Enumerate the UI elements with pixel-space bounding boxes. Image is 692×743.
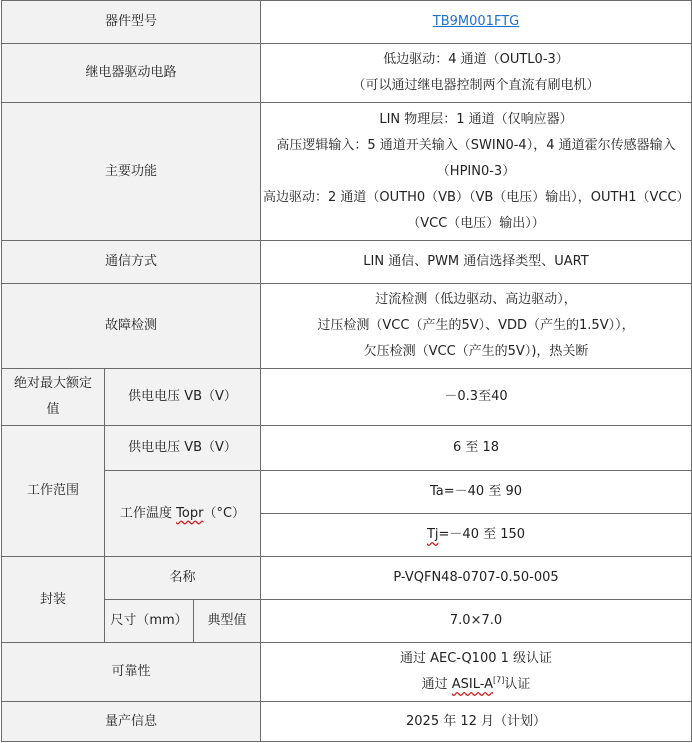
row-package-size [2, 600, 692, 643]
reliability-suffix: 认证 [504, 677, 531, 692]
part-number-cell [261, 1, 692, 44]
main-functions-line-2: 高压逻辑输入：5 通道开关输入（SWIN0-4），4 通道霍尔传感器输入 [276, 137, 676, 153]
abs-max-label [2, 369, 105, 426]
part-number-link[interactable]: TB9M001FTG [432, 14, 520, 29]
abs-max-label-line-2: 值 [46, 402, 60, 417]
package-typ-label: 典型值 [194, 600, 261, 643]
row-mass-production [2, 702, 692, 742]
mass-production-label: 量产信息 [2, 702, 261, 742]
reliability-prefix: 通过 [421, 677, 452, 692]
main-functions-label: 主要功能 [2, 103, 261, 241]
main-functions-value [261, 103, 692, 241]
part-number-label: 器件型号 [2, 1, 261, 44]
row-package-name [2, 557, 692, 600]
fault-detection-line-2: 过压检测（VCC（产生的5V）、VDD（产生的1.5V））， [317, 318, 635, 333]
fault-detection-line-3: 欠压检测（VCC（产生的5V）)，热关断 [363, 344, 589, 359]
communication-value: LIN 通信、PWM 通信选择类型、UART [261, 241, 692, 284]
mass-production-value: 2025 年 12 月（计划） [261, 702, 692, 742]
relay-driver-line-1: 低边驱动：4 通道（OUTL0-3） [383, 52, 569, 67]
abs-max-value: －0.3至40 [261, 369, 692, 426]
communication-label: 通信方式 [2, 241, 261, 284]
operating-tj-value [261, 514, 692, 557]
operating-temp-symbol: Topr [176, 505, 204, 521]
reliability-line-1: 通过 AEC-Q100 1 级认证 [399, 651, 553, 666]
row-part-number [2, 1, 692, 44]
row-abs-max [2, 369, 692, 426]
operating-temp-prefix: 工作温度 [120, 505, 177, 521]
asil-text: ASIL-A [451, 677, 494, 692]
reliability-value [261, 643, 692, 702]
operating-temp-unit: （°C） [203, 505, 246, 521]
row-main-functions [2, 103, 692, 241]
fault-detection-value [261, 284, 692, 369]
relay-driver-line-2: （可以通过继电器控制两个直流有刷电机） [352, 78, 600, 93]
reliability-line-2 [263, 672, 689, 698]
relay-driver-label: 继电器驱动电路 [2, 44, 261, 103]
row-operating-ta [2, 471, 692, 514]
main-functions-line-5: （VCC（电压）输出）） [407, 215, 545, 231]
package-size-value: 7.0×7.0 [261, 600, 692, 643]
abs-max-sub-label: 供电电压 VB（V） [105, 369, 261, 426]
asil-footnote: [7] [493, 675, 505, 685]
operating-supply-value: 6 至 18 [261, 426, 692, 471]
reliability-label: 可靠性 [2, 643, 261, 702]
abs-max-label-line-1: 绝对最大额定 [13, 376, 92, 391]
operating-temp-label [105, 471, 261, 557]
row-fault-detection [2, 284, 692, 369]
row-relay-driver [2, 44, 692, 103]
package-label: 封装 [2, 557, 105, 643]
row-communication [2, 241, 692, 284]
operating-supply-label: 供电电压 VB（V） [105, 426, 261, 471]
operating-tj-range: =－40 至 150 [438, 527, 526, 542]
row-operating-supply [2, 426, 692, 471]
operating-ta-value: Ta=－40 至 90 [261, 471, 692, 514]
spec-table [1, 0, 692, 742]
main-functions-line-3: （HPIN0-3） [436, 163, 516, 179]
package-name-label: 名称 [105, 557, 261, 600]
relay-driver-value [261, 44, 692, 103]
main-functions-line-1: LIN 物理层：1 通道（仅响应器） [379, 111, 573, 127]
operating-range-label: 工作范围 [2, 426, 105, 557]
package-size-label: 尺寸（mm） [105, 600, 194, 643]
fault-detection-label: 故障检测 [2, 284, 261, 369]
package-name-value: P-VQFN48-0707-0.50-005 [261, 557, 692, 600]
row-reliability [2, 643, 692, 702]
main-functions-line-4: 高边驱动：2 通道（OUTH0（VB）（VB（电压）输出），OUTH1（VCC） [263, 189, 690, 205]
operating-tj-symbol: Tj [426, 527, 439, 542]
fault-detection-line-1: 过流检测（低边驱动、高边驱动）， [375, 292, 577, 307]
